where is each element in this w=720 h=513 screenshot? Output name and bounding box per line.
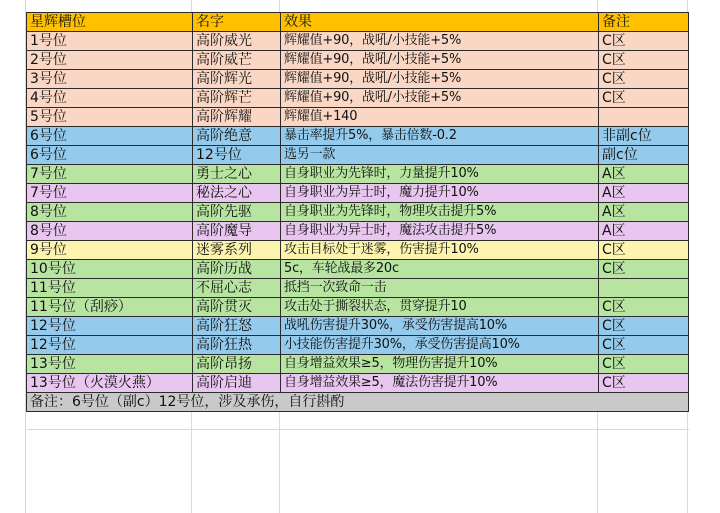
table-row <box>27 260 689 279</box>
cell-name[interactable]: 高阶辉芒 <box>193 89 281 108</box>
cell-name[interactable]: 秘法之心 <box>193 184 281 203</box>
spreadsheet-table <box>26 12 689 448</box>
table-row <box>27 89 689 108</box>
table-row <box>27 374 689 393</box>
header-cell-note[interactable]: 备注 <box>599 13 689 32</box>
cell-name[interactable]: 高阶先驱 <box>193 203 281 222</box>
cell-name[interactable]: 高阶狂热 <box>193 336 281 355</box>
cell-note[interactable]: C区 <box>599 374 689 393</box>
cell-slot[interactable]: 5号位 <box>27 108 193 127</box>
empty-cell[interactable] <box>281 412 599 430</box>
table-row <box>27 146 689 165</box>
table-row <box>27 184 689 203</box>
cell-name[interactable]: 高阶昂扬 <box>193 355 281 374</box>
cell-effect[interactable]: 辉耀值+90，战吼/小技能+5% <box>281 70 599 89</box>
cell-name[interactable]: 高阶威芒 <box>193 51 281 70</box>
cell-note[interactable]: A区 <box>599 184 689 203</box>
cell-note[interactable]: C区 <box>599 32 689 51</box>
cell-slot[interactable]: 3号位 <box>27 70 193 89</box>
table-row <box>27 222 689 241</box>
cell-name[interactable]: 高阶狂怒 <box>193 317 281 336</box>
table-row <box>27 165 689 184</box>
cell-effect[interactable]: 辉耀值+90，战吼/小技能+5% <box>281 89 599 108</box>
cell-effect[interactable]: 攻击处于撕裂状态，贯穿提升10 <box>281 298 599 317</box>
cell-note[interactable]: A区 <box>599 203 689 222</box>
cell-slot[interactable]: 7号位 <box>27 184 193 203</box>
empty-cell[interactable] <box>281 430 599 448</box>
cell-note[interactable]: C区 <box>599 51 689 70</box>
cell-effect[interactable]: 暴击率提升5%，暴击倍数-0.2 <box>281 127 599 146</box>
table-row <box>27 298 689 317</box>
cell-note[interactable]: C区 <box>599 298 689 317</box>
cell-name[interactable]: 高阶辉耀 <box>193 108 281 127</box>
cell-effect[interactable]: 辉耀值+90，战吼/小技能+5% <box>281 51 599 70</box>
cell-name[interactable]: 高阶魔导 <box>193 222 281 241</box>
cell-effect[interactable]: 小技能伤害提升30%，承受伤害提高10% <box>281 336 599 355</box>
cell-effect[interactable]: 攻击目标处于迷雾，伤害提升10% <box>281 241 599 260</box>
empty-row <box>27 412 689 430</box>
footer-note-row <box>27 393 689 412</box>
cell-note[interactable] <box>599 108 689 127</box>
cell-slot[interactable]: 9号位 <box>27 241 193 260</box>
cell-note[interactable]: 副c位 <box>599 146 689 165</box>
table-row <box>27 241 689 260</box>
cell-effect[interactable]: 抵挡一次致命一击 <box>281 279 599 298</box>
cell-effect[interactable]: 5c，车轮战最多20c <box>281 260 599 279</box>
table-row <box>27 51 689 70</box>
cell-note[interactable] <box>599 279 689 298</box>
header-cell-name[interactable]: 名字 <box>193 13 281 32</box>
cell-note[interactable]: A区 <box>599 165 689 184</box>
table-row <box>27 127 689 146</box>
cell-name[interactable]: 高阶启迪 <box>193 374 281 393</box>
table-row <box>27 203 689 222</box>
cell-effect[interactable]: 自身职业为先锋时，力量提升10% <box>281 165 599 184</box>
cell-slot[interactable]: 12号位 <box>27 317 193 336</box>
empty-cell[interactable] <box>27 430 193 448</box>
empty-cell[interactable] <box>599 412 689 430</box>
cell-slot[interactable]: 11号位 <box>27 279 193 298</box>
empty-row <box>27 430 689 448</box>
cell-note[interactable]: C区 <box>599 89 689 108</box>
cell-name[interactable]: 不屈心志 <box>193 279 281 298</box>
cell-effect[interactable]: 自身职业为先锋时，物理攻击提升5% <box>281 203 599 222</box>
cell-slot[interactable]: 8号位 <box>27 222 193 241</box>
cell-name[interactable]: 勇士之心 <box>193 165 281 184</box>
empty-cell[interactable] <box>193 412 281 430</box>
cell-effect[interactable]: 辉耀值+90，战吼/小技能+5% <box>281 32 599 51</box>
cell-name[interactable]: 高阶贯灭 <box>193 298 281 317</box>
table-row <box>27 108 689 127</box>
cell-slot[interactable]: 8号位 <box>27 203 193 222</box>
empty-cell[interactable] <box>599 430 689 448</box>
footer-note-cell[interactable]: 备注：6号位（副c）12号位，涉及承伤，自行斟酌 <box>27 393 689 412</box>
table-row <box>27 355 689 374</box>
cell-name[interactable]: 高阶历战 <box>193 260 281 279</box>
table-row <box>27 317 689 336</box>
cell-effect[interactable]: 自身增益效果≥5，物理伤害提升10% <box>281 355 599 374</box>
cell-effect[interactable]: 辉耀值+140 <box>281 108 599 127</box>
empty-cell[interactable] <box>193 430 281 448</box>
cell-slot[interactable]: 6号位 <box>27 146 193 165</box>
cell-slot[interactable]: 13号位 <box>27 355 193 374</box>
cell-slot[interactable]: 11号位（刮痧） <box>27 298 193 317</box>
cell-name[interactable]: 高阶威光 <box>193 32 281 51</box>
cell-slot[interactable]: 12号位 <box>27 336 193 355</box>
cell-slot[interactable]: 13号位（火漠火燕） <box>27 374 193 393</box>
table-row <box>27 279 689 298</box>
cell-name[interactable]: 高阶辉光 <box>193 70 281 89</box>
table-row <box>27 336 689 355</box>
cell-effect[interactable]: 自身增益效果≥5，魔法伤害提升10% <box>281 374 599 393</box>
table-row <box>27 70 689 89</box>
cell-effect[interactable]: 自身职业为异士时，魔力提升10% <box>281 184 599 203</box>
cell-slot[interactable]: 1号位 <box>27 32 193 51</box>
cell-note[interactable]: C区 <box>599 355 689 374</box>
header-cell-slot[interactable]: 星辉槽位 <box>27 13 193 32</box>
cell-slot[interactable]: 2号位 <box>27 51 193 70</box>
cell-note[interactable]: C区 <box>599 317 689 336</box>
cell-note[interactable]: C区 <box>599 336 689 355</box>
cell-slot[interactable]: 4号位 <box>27 89 193 108</box>
cell-note[interactable]: 非副c位 <box>599 127 689 146</box>
cell-name[interactable]: 迷雾系列 <box>193 241 281 260</box>
cell-effect[interactable]: 选另一款 <box>281 146 599 165</box>
table-row <box>27 32 689 51</box>
empty-cell[interactable] <box>27 412 193 430</box>
cell-effect[interactable]: 自身职业为异士时，魔法攻击提升5% <box>281 222 599 241</box>
header-row <box>27 13 689 32</box>
cell-name[interactable]: 高阶绝意 <box>193 127 281 146</box>
cell-slot[interactable]: 6号位 <box>27 127 193 146</box>
cell-effect[interactable]: 战吼伤害提升30%，承受伤害提高10% <box>281 317 599 336</box>
header-cell-effect[interactable]: 效果 <box>281 13 599 32</box>
cell-note[interactable]: A区 <box>599 222 689 241</box>
cell-slot[interactable]: 7号位 <box>27 165 193 184</box>
cell-slot[interactable]: 10号位 <box>27 260 193 279</box>
cell-note[interactable]: C区 <box>599 70 689 89</box>
cell-name[interactable]: 12号位 <box>193 146 281 165</box>
cell-note[interactable]: C区 <box>599 260 689 279</box>
cell-note[interactable]: C区 <box>599 241 689 260</box>
